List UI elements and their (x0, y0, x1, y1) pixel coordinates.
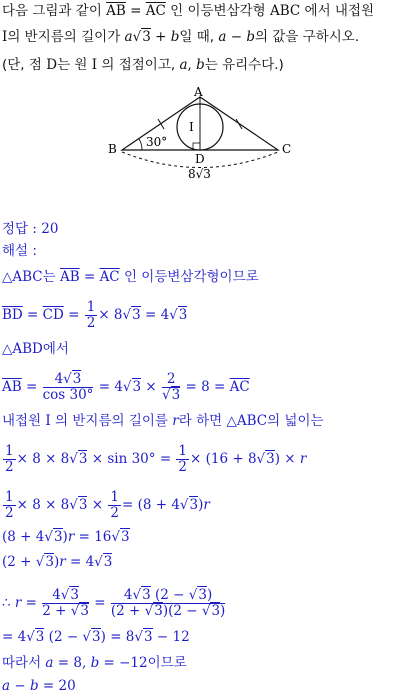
solution-line-3: △ABD에서 (2, 341, 69, 357)
label-d: D (195, 152, 205, 166)
solution-line-5: 내접원 I 의 반지름의 길이를 r라 하면 △ABC의 넓이는 (2, 413, 324, 429)
problem-line-3: (단, 점 D는 원 I 의 접점이고, a, b는 유리수다.) (2, 57, 284, 73)
answer-label: 정답 : 20 (2, 221, 59, 237)
label-b: B (108, 142, 117, 156)
solution-line-2: $\overline{BD} = \overline{CD}$ = $\frac{1}{2}$ × 8√3 = 4√3 (2, 299, 188, 331)
solution-label: 해설 : (2, 243, 37, 259)
triangle-figure (0, 84, 400, 194)
label-i: I (189, 120, 194, 134)
solution-line-7: $\frac{1}{2}$ × 8 × 8√3 × $\frac{1}{2}$ = (8 + 4√3)r (5, 489, 210, 521)
problem-line-2: I의 반지름의 길이가 a√3 + b일 때, a − b의 값을 구하시오. (2, 29, 360, 45)
solution-line-8: (8 + 4√3)r = 16√3 (2, 529, 130, 545)
problem-line-1: 다음 그림과 같이 $\overline{AB} = \overline{AC}$ 인 이등변삼각형 ABC 에서 내접원 (2, 3, 375, 19)
solution-line-4: $\overline{AB}$ = $\frac{4√3}{\cos 30^\circ}$ = 4√3 × $\frac{2}{√3}$ = $8 = \overline{AC}$ (2, 371, 250, 403)
solution-line-6: $\frac{1}{2}$ × 8 × 8√3 × sin 30° = $\frac{1}{2}$ × (16 + 8√3) × r (5, 443, 307, 475)
label-base: 8√3 (188, 167, 211, 181)
solution-line-12: 따라서 a = 8, b = −12이므로 (2, 655, 187, 671)
solution-line-10: ∴ r = $\frac{4√3}{2 + √3}$ = $\frac{4√3 (2 - √3)}{(2 + √3)(2 - √3)}$ (2, 587, 226, 619)
label-a: A (194, 85, 203, 99)
solution-line-9: (2 + √3)r = 4√3 (2, 554, 113, 570)
label-c: C (282, 142, 292, 156)
solution-line-13: a − b = 20 (2, 678, 76, 694)
tick-ac (236, 119, 242, 129)
solution-line-11: = 4√3 (2 − √3) = 8√3 − 12 (2, 629, 190, 645)
tick-ab (158, 119, 164, 129)
solution-line-1: △ABC는 $\overline{AB} = \overline{AC}$ 인 이등변삼각형이므로 (2, 269, 259, 285)
label-angle: 30° (146, 135, 168, 149)
angle-arc-b (139, 139, 142, 150)
